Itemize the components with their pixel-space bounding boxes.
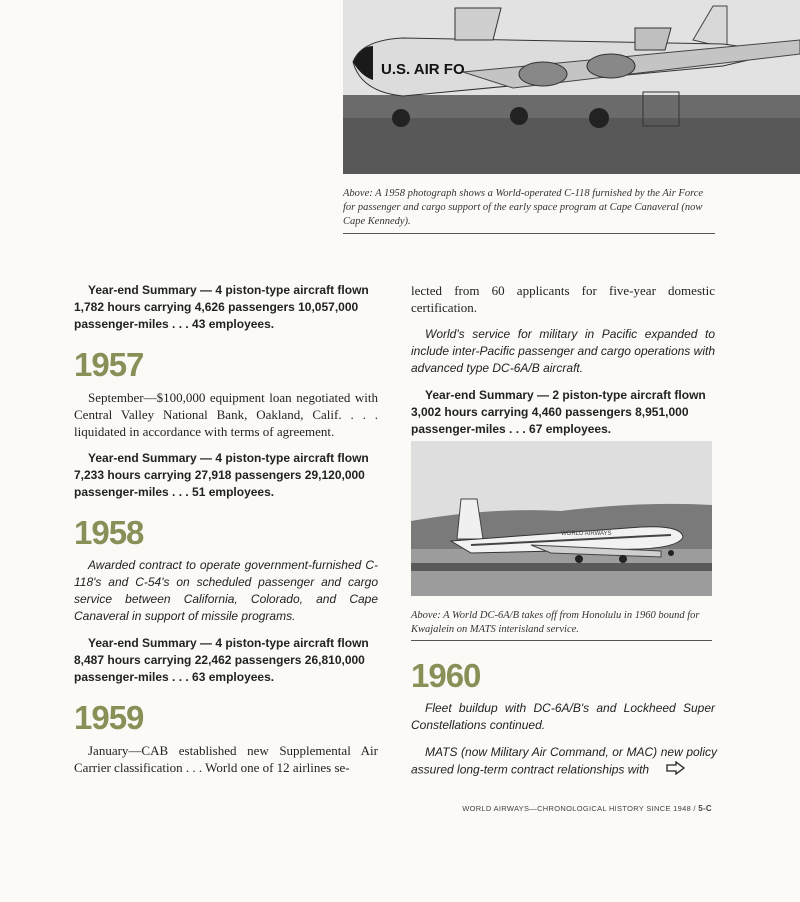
summary-1957: Year-end Summary — 4 piston-type aircraft flown 7,233 hours carrying 27,918 passengers 29,120,000 passenger-miles . . . 51 employees. [74, 451, 369, 499]
c118-aircraft-illustration [343, 0, 800, 174]
text-pacific-expansion: World's service for military in Pacific expanded to include inter-Pacific passenger and cargo operations with advanced type DC-6A/B aircraft. [411, 327, 715, 375]
summary-1958: Year-end Summary — 4 piston-type aircraft flown 8,487 hours carrying 22,462 passengers 26,810,000 passenger-miles . . . 63 employees. [74, 636, 369, 684]
text-1957: September—$100,000 equipment loan negotiated with Central Valley National Bank, Oakland, Calif. . . . liquidated in accordance with terms of agreement. [74, 390, 378, 439]
right-column [411, 282, 715, 450]
text-1960-mats-body: MATS (now Military Air Command, or MAC) new policy assured long-term contract relationships with [411, 745, 717, 777]
summary-1959: Year-end Summary — 2 piston-type aircraft flown 3,002 hours carrying 4,460 passengers 8,951,000 passenger-miles . . . 67 employees. [411, 388, 706, 436]
left-column [74, 282, 378, 786]
text-1960-mats [411, 744, 717, 780]
page-footer [462, 804, 712, 813]
mid-photo-caption: Above: A World DC-6A/B takes off from Honolulu in 1960 bound for Kwajalein on MATS interisland service. [411, 610, 700, 635]
top-caption-rule [343, 233, 715, 234]
continue-arrow-icon [652, 761, 686, 780]
text-1959: January—CAB established new Supplemental Air Carrier classification . . . World one of 12 airlines se- [74, 743, 378, 775]
text-1960-fleet: Fleet buildup with DC-6A/B's and Lockheed Super Constellations continued. [411, 701, 715, 732]
summary-1956: Year-end Summary — 4 piston-type aircraft flown 1,782 hours carrying 4,626 passengers 10,057,000 passenger-miles . . . 43 employees. [74, 283, 369, 331]
text-1959-continued: lected from 60 applicants for five-year domestic certification. [411, 283, 715, 315]
text-1958: Awarded contract to operate government-furnished C-118's and C-54's on scheduled passenger and cargo service between California, Colorado, and Cape Canaveral in support of missile programs. [74, 558, 378, 623]
year-heading-1959: 1959 [74, 699, 144, 736]
photo-dc6ab [411, 441, 712, 596]
footer-title: WORLD AIRWAYS—CHRONOLOGICAL HISTORY SINCE 1948 / [462, 804, 699, 813]
top-photo-caption: Above: A 1958 photograph shows a World-operated C-118 furnished by the Air Force for passenger and cargo support of the early space program at Cape Canaveral (now Cape Kennedy). [343, 188, 704, 227]
year-heading-1960: 1960 [411, 657, 481, 694]
right-column-1960 [411, 656, 715, 790]
dc6ab-aircraft-illustration [411, 441, 712, 596]
page-number: 5-C [698, 804, 712, 813]
c118-fuselage-text: U.S. AIR FO [381, 61, 465, 78]
year-heading-1957: 1957 [74, 346, 144, 383]
dc6ab-fuselage-text: WORLD AIRWAYS [561, 531, 612, 537]
photo-c118 [343, 0, 800, 174]
mid-caption-rule [411, 640, 712, 641]
year-heading-1958: 1958 [74, 514, 144, 551]
